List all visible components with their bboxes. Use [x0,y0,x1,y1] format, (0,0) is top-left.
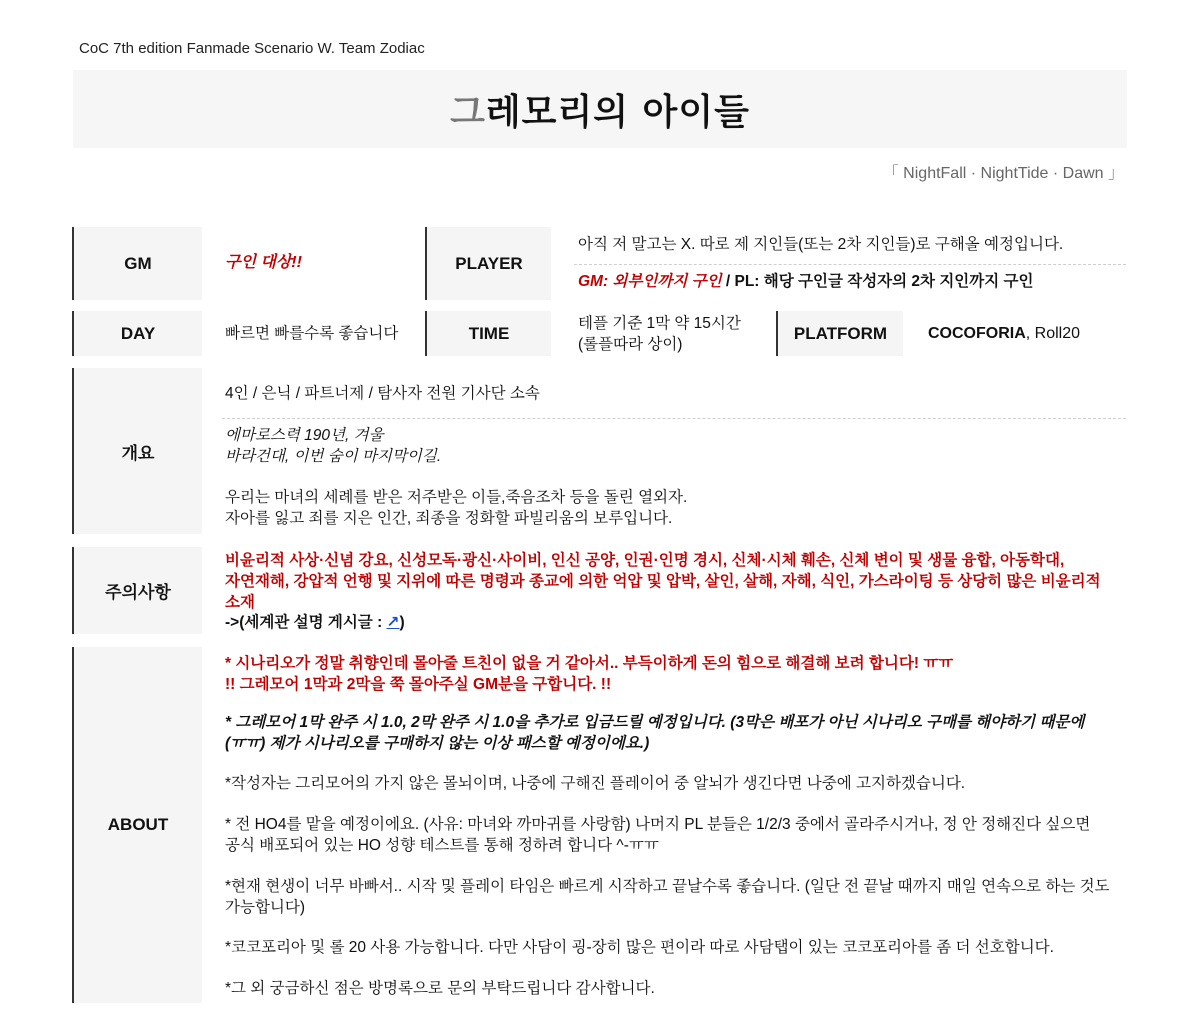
worldview-post-link[interactable]: ↗ [386,614,400,631]
about-red2: !! 그레모어 1막과 2막을 쭉 몰아주실 GM분을 구합니다. !! [225,676,612,693]
top-subtitle: CoC 7th edition Fanmade Scenario W. Team Zodiac [79,40,425,57]
overview-label: 개요 [72,368,202,534]
caution-link-prefix: ->(세계관 설명 게시글 : [225,614,387,631]
platform-cocoforia: COCOFORIA [928,325,1026,342]
gm-label: GM [72,227,202,300]
caution-label: 주의사항 [72,547,202,634]
platform-value [928,323,1080,344]
time-line2: (롤플따라 상이) [578,336,683,353]
player-line2 [578,271,1033,292]
about-p4: *코코포리아 및 롤 20 사용 가능합니다. 다만 사담이 굉-장히 많은 편이라 따로 사담탭이 있는 코코포리아를 좀 더 선호합니다. [225,939,1054,956]
time-line1: 테플 기준 1막 약 15시간 [578,315,741,332]
gm-value: 구인 대상!! [225,254,302,271]
overview-divider [222,418,1126,419]
caution-link-suffix: ) [399,614,405,631]
player-pl-scope: PL: 해당 구인글 작성자의 2차 지인까지 구인 [734,273,1034,290]
player-gm-scope: GM: 외부인까지 구인 [578,273,722,290]
overview-italic2: 바라건대, 이번 숨이 마지막이길. [225,448,442,465]
day-value: 빠르면 빠를수록 좋습니다 [225,325,399,342]
about-bonus1: * 그레모어 1막 완주 시 1.0, 2막 완주 시 1.0을 추가로 입금드릴 예정입니다. (3막은 배포가 아닌 시나리오 구매를 해야하기 때문에 [225,714,1085,731]
player-divider [574,264,1126,265]
player-line1: 아직 저 말고는 X. 따로 제 지인들(또는 2차 지인들)로 구해올 예정입니다. [578,236,1064,253]
overview-line1: 4인 / 은닉 / 파트너제 / 탐사자 전원 기사단 소속 [225,385,540,402]
about-red1: * 시나리오가 정말 취향인데 몰아줄 트친이 없을 거 같아서.. 부득이하게 돈의 힘으로 해결해 보려 합니다! ㅠㅠ [225,655,954,672]
about-p2a: * 전 HO4를 맡을 예정이에요. (사유: 마녀와 까마귀를 사랑함) 나머지 PL 분들은 1/2/3 중에서 골라주시거나, 정 안 정해진다 싶으면 [225,816,1091,833]
day-label: DAY [72,311,202,356]
overview-italic1: 에마로스력 190년, 겨울 [225,427,384,444]
about-label: ABOUT [72,647,202,1003]
about-p2b: 공식 배포되어 있는 HO 성향 테스트를 통해 정하려 합니다 ^-ㅠㅠ [225,837,659,854]
about-p3b: 가능합니다) [225,899,306,916]
about-p3a: *현재 현생이 너무 바빠서.. 시작 및 플레이 타임은 빠르게 시작하고 끝날수록 좋습니다. (일단 전 끝날 때까지 매일 연속으로 하는 것도 [225,878,1110,895]
caution-line1: 비윤리적 사상·신념 강요, 신성모독·광신·사이비, 인신 공양, 인권·인명 경시, 신체·시체 훼손, 신체 변이 및 생물 융합, 아동학대, [225,552,1065,569]
player-separator: / [721,273,735,290]
platform-label: PLATFORM [776,311,903,356]
overview-para1: 우리는 마녀의 세례를 받은 저주받은 이들,죽음조차 등을 돌린 열외자. [225,489,688,506]
overview-para2: 자아를 잃고 죄를 지은 인간, 죄종을 정화할 파빌리움의 보루입니다. [225,510,673,527]
title-band [73,70,1127,148]
caution-line3: 소재 [225,594,255,611]
about-p5: *그 외 궁금하신 점은 방명록으로 문의 부탁드립니다 감사합니다. [225,980,655,997]
editions-label: 「 NightFall · NightTide · Dawn 」 [882,165,1124,182]
title-rest: 레모리의 아이들 [485,90,750,133]
title-first-char: 그 [450,90,486,133]
page-title [450,84,750,135]
platform-roll20: , Roll20 [1025,325,1081,342]
about-bonus2: (ㅠㅠ) 제가 시나리오를 구매하지 않는 이상 패스할 예정이에요.) [225,735,650,752]
caution-line2: 자연재해, 강압적 언행 및 지위에 따른 명령과 종교에 의한 억압 및 압박, 살인, 살해, 자해, 식인, 가스라이팅 등 상당히 많은 비윤리적 [225,573,1101,590]
caution-link-line [225,612,405,633]
time-label: TIME [425,311,551,356]
about-p1: *작성자는 그리모어의 가지 않은 몰뇌이며, 나중에 구해진 플레이어 중 알뇌가 생긴다면 나중에 고지하겠습니다. [225,775,966,792]
player-label: PLAYER [425,227,551,300]
